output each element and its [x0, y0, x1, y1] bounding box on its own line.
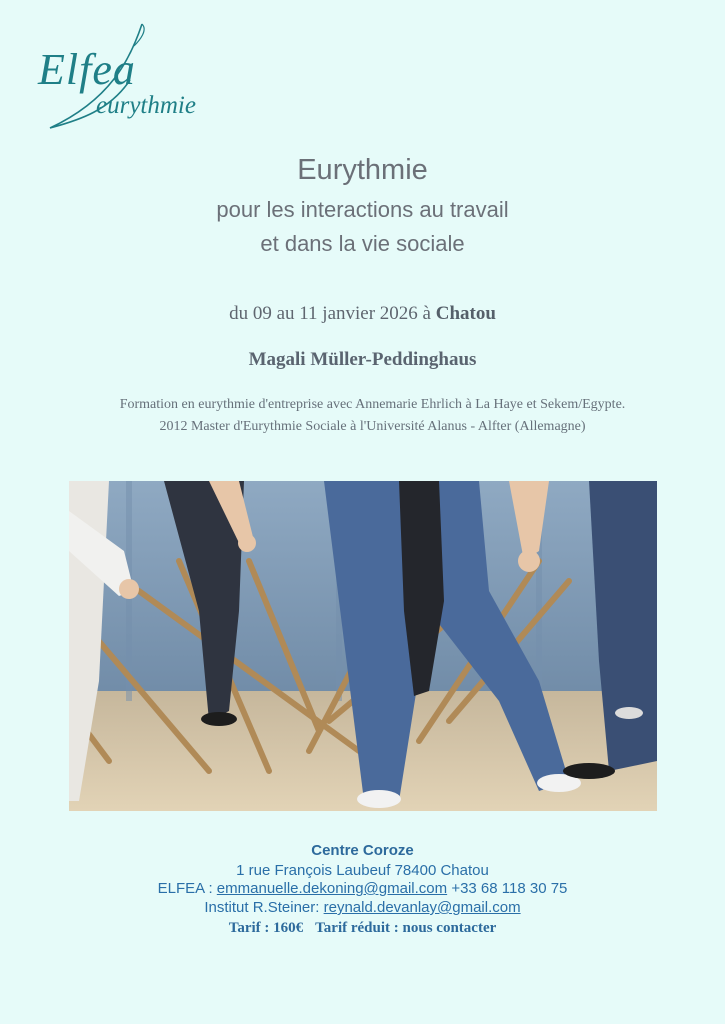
bio-line-2: 2012 Master d'Eurythmie Sociale à l'Université Alanus - Alfter (Allemagne): [159, 419, 586, 434]
event-dates: [0, 303, 725, 325]
eurythmy-photo: [69, 481, 657, 811]
elfea-contact: [0, 880, 725, 897]
dates-text: du 09 au 11 janvier 2026 à: [229, 303, 431, 324]
steiner-contact: [0, 899, 725, 916]
subtitle-line-2: et dans la vie sociale: [260, 231, 465, 256]
venue-address: 1 rue François Laubeuf 78400 Chatou: [236, 862, 489, 879]
bio-line-1: Formation en eurythmie d'entreprise avec Annemarie Ehrlich à La Haye et Sekem/Egypte.: [119, 397, 626, 412]
elfea-label: ELFEA :: [157, 880, 213, 897]
steiner-email-link[interactable]: reynald.devanlay@gmail.com: [323, 899, 521, 916]
price-reduced: Tarif réduit : nous contacter: [315, 920, 497, 936]
page-title: Eurythmie: [297, 154, 428, 186]
elfea-email-link[interactable]: emmanuelle.dekoning@gmail.com: [216, 880, 448, 897]
logo-main-text: Elfea: [38, 45, 136, 94]
pricing: [0, 920, 725, 937]
steiner-label: Institut R.Steiner:: [204, 899, 320, 916]
elfea-logo: [30, 20, 210, 140]
elfea-phone: +33 68 118 30 75: [451, 880, 568, 897]
subtitle-line-1: pour les interactions au travail: [216, 197, 509, 222]
presenter-name: Magali Müller-Peddinghaus: [248, 349, 477, 370]
logo-sub-text: eurythmie: [96, 92, 196, 119]
price-full: Tarif : 160€: [228, 920, 304, 936]
venue-name: Centre Coroze: [311, 842, 414, 859]
event-city: Chatou: [435, 303, 496, 324]
